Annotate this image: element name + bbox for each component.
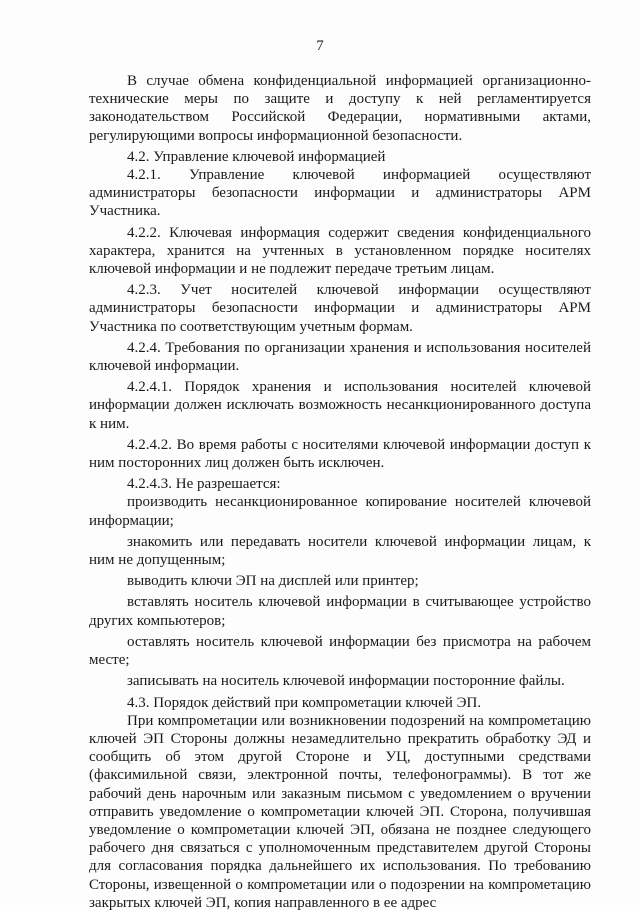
section-heading-4-2: 4.2. Управление ключевой информацией xyxy=(127,148,386,165)
paragraph-confidential-exchange: В случае обмена конфиденциальной информацией организационно-технические меры по защите и доступу к ней регламентируется законодательством Российской Федерации, нормативными актами, регулирующими вопросы информационной безопасности. xyxy=(89,73,591,144)
page-number: 7 xyxy=(316,38,324,54)
paragraph-4-2-2: 4.2.2. Ключевая информация содержит сведения конфиденциального характера, хранится на учтенных в установленном порядке носителях ключевой информации и не подлежит передаче третьим лицам. xyxy=(89,224,591,278)
paragraph-4-2-4-2: 4.2.4.2. Во время работы с носителями ключевой информации доступ к ним посторонних лиц должен быть исключен. xyxy=(89,436,591,472)
list-item-prohibited-sharing: знакомить или передавать носители ключевой информации лицам, к ним не допущенным; xyxy=(89,533,591,569)
paragraph-4-2-3: 4.2.3. Учет носителей ключевой информации осуществляют администраторы безопасности информации и администраторы АРМ Участника по соответствующим учетным формам. xyxy=(89,282,591,335)
list-item-prohibited-other-computers: вставлять носитель ключевой информации в считывающее устройство других компьютеров; xyxy=(89,594,591,629)
paragraph-4-2-4-3: 4.2.4.3. Не разрешается: xyxy=(127,476,281,493)
document-body xyxy=(89,72,591,915)
list-item-prohibited-foreign-files: записывать на носитель ключевой информации посторонние файлы. xyxy=(127,673,565,690)
list-item-prohibited-display: выводить ключи ЭП на дисплей или принтер; xyxy=(127,573,419,590)
paragraph-4-2-1: 4.2.1. Управление ключевой информацией осуществляют администраторы безопасности информации и администраторы АРМ Участника. xyxy=(89,167,591,220)
section-heading-4-3: 4.3. Порядок действий при компрометации ключей ЭП. xyxy=(127,694,482,711)
list-item-prohibited-unattended: оставлять носитель ключевой информации без присмотра на рабочем месте; xyxy=(89,633,591,669)
paragraph-4-2-4: 4.2.4. Требования по организации хранения и использования носителей ключевой информации. xyxy=(89,339,591,375)
paragraph-4-2-4-1: 4.2.4.1. Порядок хранения и использования носителей ключевой информации должен исключать возможность несанкционированного доступа к ним. xyxy=(89,379,591,432)
list-item-prohibited-copying: производить несанкционированное копирование носителей ключевой информации; xyxy=(89,494,591,529)
paragraph-compromise-procedure: При компрометации или возникновении подозрений на компрометацию ключей ЭП Стороны должны незамедлительно прекратить обработку ЭД и сообщить об этом другой Стороне и УЦ, доступными средствами (факсимильной связи, электронной почты, телефонограммы). В тот же рабочий день нарочным или заказным письмом с уведомлением о вручении отправить уведомление о компрометации ключей ЭП. Сторона, получившая уведомление о компрометации ключей ЭП, обязана не позднее следующего рабочего дня связаться с уполномоченным представителем другой Стороны для согласования порядка дальнейшего их использования. По требованию Стороны, извещенной о компрометации или о подозрении на компрометацию закрытых ключей ЭП, копия направленного в ее адрес xyxy=(89,712,591,911)
